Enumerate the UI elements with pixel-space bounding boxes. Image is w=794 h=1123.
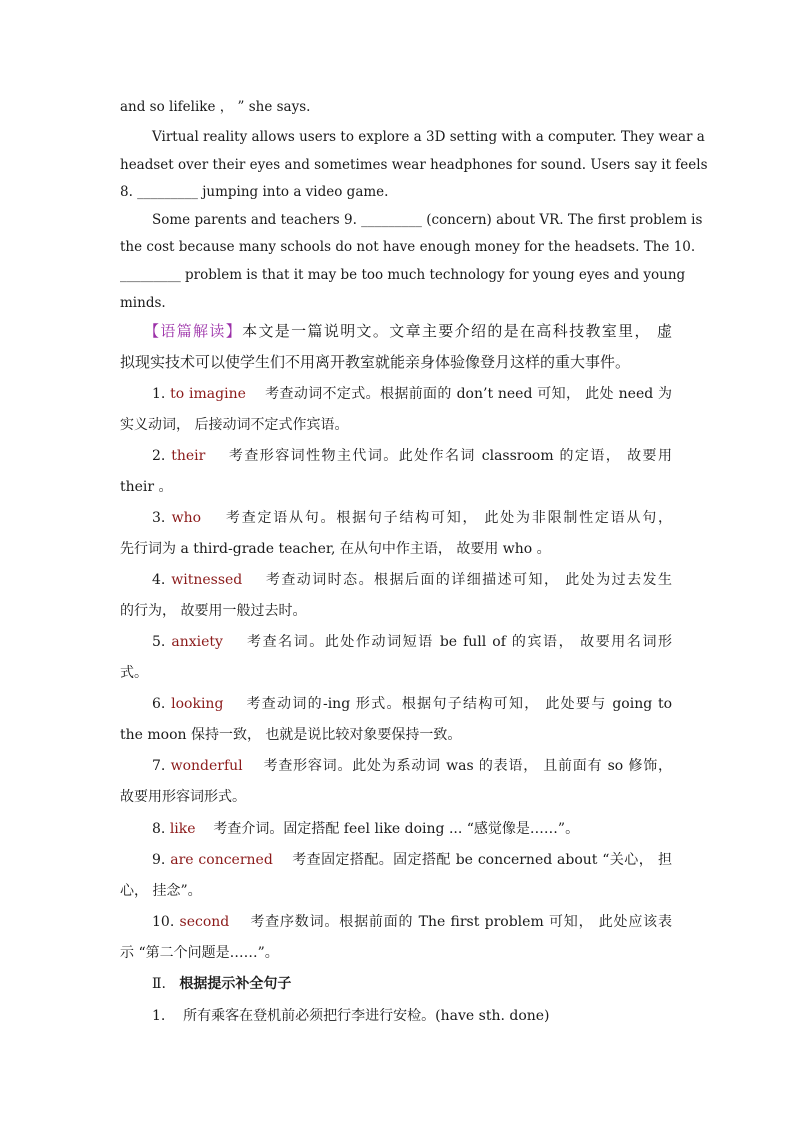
passage-line: headset over their eyes and sometimes wear headphones for sound. Users say it feels xyxy=(120,157,708,173)
section-heading xyxy=(152,975,672,993)
passage-line: the cost because many schools do not have enough money for the headsets. The 10. xyxy=(120,239,696,255)
answer-line: their 。 xyxy=(120,479,173,495)
answer-word: witnessed xyxy=(171,572,243,588)
answer-word: like xyxy=(169,821,196,837)
section-number: Ⅱ. xyxy=(152,976,166,992)
answer-line: 2. their 考查形容词性物主代词。此处作名词 classroom 的定语， 故要用 xyxy=(152,448,672,464)
answer-line: 9. are concerned 考查固定搭配。固定搭配 be concerned about “关心， 担 xyxy=(152,852,672,868)
answer-word: who xyxy=(171,510,202,526)
answer-word: are concerned xyxy=(170,852,273,868)
answer-line: 示 “第二个问题是……”。 xyxy=(120,945,279,961)
answer-word: second xyxy=(179,914,230,930)
analysis-line: 拟现实技术可以使学生们不用离开教室就能亲身体验像登月这样的重大事件。 xyxy=(120,353,631,371)
section-title: 根据提示补全句子 xyxy=(179,976,292,992)
passage-line: _________ problem is that it may be too much technology for young eyes and young xyxy=(120,267,686,283)
answer-word: looking xyxy=(171,696,224,712)
answer-line: 4. witnessed 考查动词时态。根据后面的详细描述可知， 此处为过去发生 xyxy=(152,572,673,588)
question-text: 所有乘客在登机前必须把行李进行安检。(have sth. done) xyxy=(183,1008,550,1024)
passage-line: Some parents and teachers 9. _________ (concern) about VR. The first problem is xyxy=(152,212,703,228)
passage-line: 8. _________ jumping into a video game. xyxy=(120,184,389,200)
answer-line: 3. who 考查定语从句。根据句子结构可知， 此处为非限制性定语从句， xyxy=(152,510,672,526)
analysis-line: 【语篇解读】本文是一篇说明文。文章主要介绍的是在高科技教室里， 虚 xyxy=(144,322,672,340)
answer-line: 式。 xyxy=(120,665,148,681)
question-number: 1. xyxy=(152,1008,166,1024)
answer-line: 先行词为 a third-grade teacher, 在从句中作主语， 故要用 who 。 xyxy=(120,541,551,557)
analysis-tag: 【语篇解读】 xyxy=(144,322,243,340)
answer-line: 1. to imagine 考查动词不定式。根据前面的 don’t need 可知， 此处 need 为 xyxy=(152,386,672,402)
passage-line: Virtual reality allows users to explore a 3D setting with a computer. They wear a xyxy=(152,129,705,145)
answer-word: anxiety xyxy=(171,634,223,650)
answer-line: 实义动词， 后接动词不定式作宾语。 xyxy=(120,417,349,433)
answer-line: 的行为， 故要用一般过去时。 xyxy=(120,603,307,619)
question-1 xyxy=(152,1007,672,1025)
answer-line: 8. like 考查介词。固定搭配 feel like doing ... “感觉像是……”。 xyxy=(152,821,580,837)
answer-line: 心， 挂念”。 xyxy=(120,883,202,899)
answer-line: 故要用形容词形式。 xyxy=(120,789,246,805)
answer-line: 5. anxiety 考查名词。此处作动词短语 be full of 的宾语， 故要用名词形 xyxy=(152,634,673,650)
answer-word: to imagine xyxy=(170,386,246,402)
answer-word: their xyxy=(171,448,206,464)
answer-line: 7. wonderful 考查形容词。此处为系动词 was 的表语， 且前面有 so 修饰， xyxy=(152,758,672,774)
passage-line: and so lifelike ， ” she says. xyxy=(120,99,311,115)
answer-line: 10. second 考查序数词。根据前面的 The first problem 可知， 此处应该表 xyxy=(152,914,672,930)
answer-line: the moon 保持一致， 也就是说比较对象要保持一致。 xyxy=(120,727,462,743)
answer-line: 6. looking 考查动词的-ing 形式。根据句子结构可知， 此处要与 going to xyxy=(152,696,672,712)
answer-word: wonderful xyxy=(170,758,243,774)
passage-line: minds. xyxy=(120,295,166,311)
